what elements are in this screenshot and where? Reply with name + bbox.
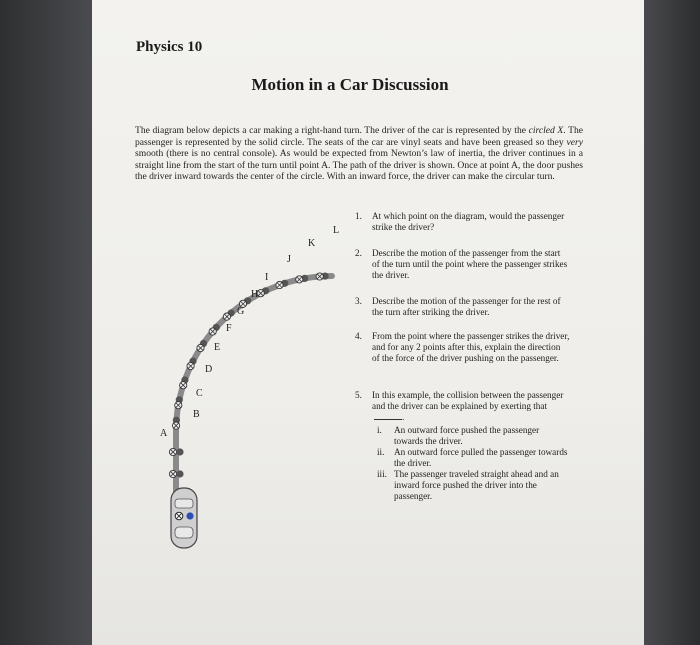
question-number: 3. — [355, 296, 362, 306]
point-label-k: K — [308, 238, 316, 249]
intro-text-1: The diagram below depicts a car making a right-hand turn. The driver of the car is represented by the — [135, 125, 529, 136]
point-label-g: G — [237, 306, 245, 317]
path-marker — [197, 340, 207, 352]
question-number: 1. — [355, 211, 362, 221]
passenger-marker-icon — [176, 470, 183, 477]
intro-text-5: smooth (there is no central console). As would be expected from Newton’s law of inertia, the driver continues in a straight line from the start of the turn until point A. The path of the driver is shown. Once at point A, the door pushes the driver inward towards the center of the circle. With an inward force, the driver can make the circular turn. — [135, 148, 583, 183]
option-text: An outward force pushed the passenger towards the driver. — [394, 425, 540, 446]
path-markers — [169, 273, 328, 478]
intro-text-3: . The passenger is represented by the solid circle. The seats of the car are vinyl seats and have been greased so they — [135, 125, 584, 148]
answer-blank — [374, 419, 402, 420]
question-text: In this example, the collision between the passenger and the driver can be explained by exerting that. — [372, 390, 564, 422]
course-name: Physics 10 — [136, 39, 203, 55]
path-marker — [257, 287, 269, 297]
option-numeral: ii. — [377, 447, 385, 457]
intro-text-2: circled X — [528, 125, 564, 136]
question-5 — [355, 390, 570, 502]
point-labels — [160, 225, 339, 439]
point-label-l: L — [333, 225, 340, 236]
path-marker — [316, 273, 329, 281]
option-numeral: iii. — [377, 469, 387, 479]
car-icon — [171, 488, 197, 548]
option-iii — [372, 469, 570, 502]
option-i — [372, 425, 570, 447]
path-marker — [296, 275, 309, 283]
passenger-dot-icon — [186, 512, 193, 519]
question-2 — [355, 248, 570, 281]
question-4 — [355, 331, 570, 364]
point-label-i: I — [265, 272, 269, 283]
passenger-marker-icon — [176, 448, 183, 455]
page-title: Motion in a Car Discussion — [251, 75, 449, 94]
option-numeral: i. — [377, 425, 382, 435]
path-marker — [175, 396, 183, 409]
intro-text-4: very — [566, 136, 583, 148]
point-label-b: B — [193, 409, 200, 420]
question-number: 5. — [355, 390, 362, 400]
point-label-h: H — [251, 289, 259, 300]
answer-options — [372, 425, 570, 502]
path-marker — [173, 417, 180, 430]
option-ii — [372, 447, 570, 469]
point-label-e: E — [214, 342, 221, 353]
question-text: Describe the motion of the passenger for the rest of the turn after striking the driver. — [372, 296, 561, 317]
point-label-d: D — [205, 364, 213, 375]
question-3 — [355, 296, 570, 318]
question-text: Describe the motion of the passenger from the start of the turn until the point where the passenger strikes the driver. — [372, 248, 568, 280]
path-marker — [187, 358, 197, 370]
question-number: 4. — [355, 331, 362, 341]
point-label-a: A — [160, 428, 168, 439]
point-label-j: J — [287, 254, 291, 265]
option-text: An outward force pulled the passenger towards the driver. — [394, 447, 568, 468]
path-marker — [223, 309, 234, 320]
point-label-f: F — [226, 323, 232, 334]
option-text: The passenger traveled straight ahead and an inward force pushed the driver into the passenger. — [394, 469, 559, 501]
question-text: At which point on the diagram, would the passenger strike the driver? — [372, 211, 565, 232]
question-1 — [355, 211, 570, 233]
question-text: From the point where the passenger strikes the driver, and for any 2 points after this, explain the direction of the force of the driver pushing on the passenger. — [372, 331, 570, 363]
path-marker — [180, 376, 189, 388]
path-marker — [209, 324, 220, 335]
point-label-c: C — [196, 388, 203, 399]
car-path — [176, 276, 332, 496]
path-marker — [276, 280, 288, 289]
question-number: 2. — [355, 248, 362, 258]
question-5-stem: In this example, the collision between the passenger and the driver can be explained by exerting that — [372, 390, 564, 411]
